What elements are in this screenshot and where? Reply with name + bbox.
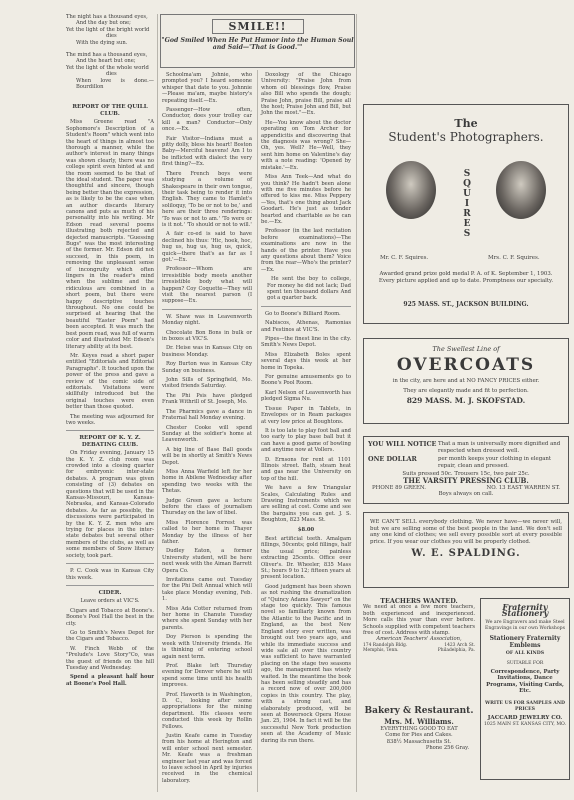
- bakery-line-1: EVERYTHING GOOD TO EAT: [380, 726, 458, 732]
- dentist-price: $8.00: [297, 526, 315, 533]
- column-3-item: It is too late to play foot ball and too early to play base ball but it can have a good game of bowling and anytime now at Vollers.: [261, 427, 351, 454]
- column-3-item: Doxology of the Chicago University: "Praise John from whom oil blessings flow, Praise also Bill who spends the dough; Praise John, praise Bill, praise all the host; Praise John and Bill, but John the most."—Ex.: [261, 72, 351, 117]
- cider-heading: CIDER.: [98, 589, 122, 596]
- column-2-item: The Phi Psis have pledged Frank Withrill of St. Joseph, Mo.: [162, 392, 252, 406]
- column-3-item: Pipes—the finest line in the city. Smith's News Depot.: [261, 336, 351, 349]
- one-dollar-text: per month keeps your clothing in elegant repair, clean and pressed.: [438, 456, 552, 469]
- column-2-item: There French boys were studying a volume of Shakespeare in their own tongue, their task being to render it into English. They came to Hamlet's soliloquy, 'To be or not to be,' and here are their three renderings: 'To was or not to am.' 'To were or is it not.' 'To should or not to will.': [162, 170, 252, 228]
- quill-club-text-3: The meeting was adjourned for two weeks.: [66, 413, 154, 426]
- pressing-company: THE VARSITY PRESSING CLUB.: [403, 475, 529, 485]
- column-2-item: Judge Green gave a lecture before the class of journalism Thursday on the law of libel.: [162, 497, 252, 517]
- column-2-item: Dr. Heise was in Kansas City on business Monday.: [162, 345, 252, 358]
- teachers-address-1: 174 Randolph Bldg. Memphis, Tenn.: [363, 642, 408, 654]
- smile-title: SMILE!!: [212, 19, 304, 34]
- teachers-ad: [363, 598, 475, 653]
- photo-ad-title: The: [454, 117, 478, 130]
- pressing-club-ad: [363, 436, 569, 504]
- poem-line: The night has a thousand eyes,: [66, 14, 148, 20]
- column-3: [261, 72, 351, 747]
- quill-club-heading: REPORT OF THE QUILL CLUB.: [72, 104, 148, 117]
- pressing-phone: PHONE 89 GREEN.: [372, 484, 427, 491]
- column-2: [162, 72, 252, 787]
- column-3-item: For genuine amusements go to Boone's Pool Room.: [261, 374, 351, 387]
- column-3-item: Professor (in the last recitation before examinations)—The examinations are now in the hands of the printer. Have you any questions about them? Voice from the rear—Who's the printer?—Ex.: [261, 228, 351, 273]
- cider-sub: Leave orders at VIC'S.: [80, 598, 140, 605]
- photo-ad-body: Awarded grand prize gold medal P. A. of K. September 1, 1903. Every picture applied and up to date. Promptness our specialty.: [378, 271, 554, 284]
- frat-big: Stationery Fraternity Emblems: [489, 635, 561, 650]
- bakery-title: Bakery & Restaurant.: [364, 706, 474, 716]
- poem-line: dies: [106, 33, 117, 40]
- poem-line: dies: [106, 71, 117, 78]
- poem-line: When love is done.—Bourdillon: [76, 77, 154, 91]
- column-2-item: Fair Visitor—Indians must a pitty dolly, bless his heart! Boston Baby—Merciful heavens! Am I to be inflicted with dialect the very first thing?—Ex.: [162, 135, 252, 168]
- column-2-item: Miss Florence Forrest was called to her home in Thayer Monday by the illness of her father.: [162, 519, 252, 545]
- news-depot-note: Go to Smith's News Depot for the Cigars and Tobacco.: [66, 629, 154, 643]
- column-3-item: Go to Boone's Billiard Room.: [265, 310, 341, 317]
- overcoat-ad: [363, 338, 569, 424]
- column-3-item: Karl Nelson of Leavenworth has pledged Sigma Nu.: [261, 389, 351, 403]
- column-3-item: We have a few Triangular Scales, Calculating Rules and Drawing Instruments which we are selling at cost. Come and see the bargains you can get. J. S. Boughton, 823 Mass. St.: [261, 485, 351, 524]
- column-2-item: Prof. Haworth is in Washington, D. C., looking after some appropriations for the mining department. His classes were conducted this week by Rollin Fellows.: [162, 691, 252, 730]
- debating-club-text: On Friday evening, January 15 the K. Y. Z. club room was crowded into a closing quarter for embryonic inter-state debates. A program was given consisting of (3) debates on questions that will be used in the Kansas-Missouri, Kansas-Nebraska, and Kansas-Colorado debates. As far as possible, the discussions were participated in by the K. Y. Z. men who are trying for places in the inter-state debates but several other members of the clubs, as well as some members of Snow literary society, took part.: [66, 450, 154, 559]
- column-2-item: A fair co-ed is said to have declined his thus: 'Hic, hoek, hoc, hug us, hug us, hug us, quick, quick—there that's as far as I got.'—Ex.: [162, 231, 252, 263]
- debating-club-heading: REPORT OF K. Y. Z. DEBATING CLUB.: [79, 435, 141, 448]
- frat-sub-2: OF ALL KINDS: [505, 651, 545, 657]
- column-2-item: Justin Keafe came in Tuesday from his home at Herington and will enter school next semester. Mr. Keafe was a freshman engineer last year and was forced to leave school in April by injuries received in the chemical laboratory.: [162, 732, 252, 784]
- bakery-line-2: Come for Pies and Cakes.: [385, 732, 453, 739]
- overcoat-intro: The Swellest Line of: [432, 345, 500, 353]
- overcoat-heading: OVERCOATS: [396, 355, 536, 375]
- column-3-item: Miss Ann Teek—And what do you think? He hadn't been alone with me five minutes before he offered to kiss me. Miss Peppery—Yes, that's one thing about Jack Goodart. He's just as tender hearted and charitable as he can be.—Ex.: [261, 174, 351, 225]
- one-dollar-label: ONE DOLLAR: [368, 455, 417, 464]
- column-3-item: Best artificial teeth. Amalgam fillings, 50cents; gold fillings, half the usual price; painless extracting 25cents. Office over Oliver's. Dr. Wheeler, 835 Mass St.; hours 9 to 12; fifteen years at present location.: [261, 536, 351, 581]
- column-2-item: Professor—Whom are irresistible body meets another irresistible body what will happen? Coy Coquette—They will visit the nearest parson (I suppose—Ex.: [162, 266, 252, 305]
- column-2-item: Passenger—How often, Conductor, does your trolley car kill a man? Conductor—Only once.—Ex.: [162, 107, 252, 133]
- frat-list: Correspondence, Party Invitations, Dance Programs, Visiting Cards, Etc.: [486, 668, 564, 695]
- column-2-item: W. Shaw was in Leavenworth Monday night.: [162, 313, 252, 327]
- will-notice-label: YOU WILL NOTICE: [368, 440, 437, 448]
- smile-header-box: [160, 14, 355, 68]
- squires-vertical-text: S Q U I R E S: [463, 169, 471, 239]
- photographer-ad: [363, 104, 569, 324]
- frat-write: WRITE US FOR SAMPLES AND PRICES: [484, 700, 566, 712]
- poem-line: And the heart but one;: [76, 58, 136, 65]
- bakery-ad: [363, 706, 475, 752]
- fraternity-stationery-ad: [480, 598, 570, 780]
- column-divider: [157, 14, 158, 792]
- webb-note: W. Finch Webb of the "Prelude's Love Story"Co, was the guest of friends on the hill Tuesday and Wednesday.: [66, 645, 154, 671]
- column-3-item: Good judgment has been shown as not rushing the dramatization of "Quincy Adams Sawyer" on the stage too quickly. This famous novel so familiarly known from the Atlantic to the Pacific and in England, as the best New England story ever written, was brought out two years ago, and while its immediate success and wide sale all over this country was sufficient to have warranted placing on the stage two seasons ago, the management has wisely waited. In the meantime the book has been selling steadily and has a record now of over 200,000 copies in this country. The play, with a strong cast, and elaborately produced, will be seen at Bowersock Opera House Jan. 25, 1904. In fact it will be the successful New York production seen at the Academy of Music during its run there.: [261, 583, 351, 744]
- pool-hall-note: Spend a pleasant half hour at Boone's Pool Hall.: [66, 674, 154, 687]
- column-divider: [257, 70, 258, 792]
- column-2-item: John Sills of Springfield, Mo. visited friends Saturday.: [162, 377, 252, 390]
- overcoat-line-2: They are elegantly made and fit to perfection.: [403, 387, 529, 394]
- frat-suitable: SUITABLE FOR: [506, 660, 544, 666]
- frat-address: 1025 MAIN ST. KANSAS CITY, MO.: [484, 721, 566, 727]
- will-notice-text: That a man is universally more dignified and respected when dressed well.: [438, 441, 561, 454]
- column-2-item: Roy Burton was in Kansas City Sunday on business.: [162, 361, 252, 374]
- suits-price: Suits pressed 50c. Trousers 15c, two pair 25c.: [402, 471, 530, 478]
- overcoat-address: 829 MASS. M. J. SKOFSTAD.: [406, 396, 526, 406]
- overcoat-line-1: in the city, are here and at NO FANCY PRICES either.: [392, 378, 540, 384]
- column-3-item: He sent the boy to college, For money he did not lack; Dad spent ten thousand dollars And got a quarter back.: [267, 276, 351, 302]
- column-2-item: Miss Anna Warfield left for her home in Abilene Wednesday after spending two weeks with the Thetas.: [162, 468, 252, 495]
- bakery-owner: Mrs. M. Williams.: [384, 717, 454, 726]
- poem-line: The mind has a thousand eyes,: [66, 52, 148, 59]
- spalding-ad: [363, 512, 569, 588]
- column-3-item: He—You know about the doctor operating on Tom Archer for appendicitis and discovering that the diagnosis was wrong? She—Oh, yes. Well? He—Well, they sent him home on Valentine's day with a note reading: 'Opened by mistake.'—Ex.: [261, 119, 351, 171]
- poem: [66, 14, 154, 90]
- column-3-item: D. Ernsons for rent at 1101 Illinois street. Bath, steam heat and gas near the University on top of the hill.: [261, 456, 351, 482]
- poem-line: And the day but one;: [76, 20, 131, 27]
- spalding-name: W. E. SPALDING.: [411, 548, 521, 560]
- column-3-item: Tissue Paper in Tablets, in Envelopes or in Ream packages at very low price at Boughtons.: [261, 405, 351, 425]
- column-2-item: A big line of Base Ball goods will be in shortly at Smith's News Depot.: [162, 446, 252, 466]
- bakery-line-3: 838½ Massachusetts St.: [386, 738, 452, 745]
- caption-mr: Mr. C. F. Squires.: [380, 255, 429, 261]
- portrait-mr-squires: [386, 161, 436, 219]
- cook-note: P. C. Cook was in Kansas City this week.: [66, 568, 154, 581]
- bakery-line-4: Phone 256 Gray.: [425, 745, 469, 752]
- column-2-item: Schoolma'am Johnie, who prompted you? I heard someone whisper that date to you. Johnnie—Please ma'am, maybe history's repeating itself.—Ex.: [162, 72, 252, 104]
- teachers-address-2: 1423 Arch St. Philadelphia, Pa.: [437, 642, 475, 654]
- caption-mrs: Mrs. C. F. Squires.: [488, 255, 540, 261]
- photo-ad-address: 925 MASS. ST., JACKSON BUILDING.: [403, 301, 529, 308]
- column-1: [66, 14, 154, 690]
- column-2-item: Chester Cooke will spend Sunday at the soldier's home at Leavenworth.: [162, 424, 252, 444]
- cigars-note: Cigars and Tobacco at Boone's. Boone's Pool Hall the best in the city.: [66, 607, 154, 627]
- column-divider: [356, 14, 357, 792]
- portrait-mrs-squires: [496, 161, 546, 219]
- column-2-item: Chocolate Bon Bons in bulk or in boxes at VIC'S.: [162, 329, 252, 343]
- photo-ad-title-2: Student's Photographers.: [388, 130, 544, 144]
- frat-sub-1: We are Engravers and make Steel Engravings in our own Workshops: [485, 620, 565, 631]
- poem-line: Yet the light of the whole world: [66, 64, 149, 71]
- poem-line: Yet the light of the bright world: [66, 26, 150, 33]
- column-2-item: Doy Pierson is spending the week with University friends. He is thinking of entering school again next term.: [162, 634, 252, 660]
- column-2-item: Invitations came out Tuesday for the Phi Delt Annual which will take place Monday evening, Feb. 1.: [162, 577, 252, 603]
- teachers-text: We need at once a few more teachers, both experienced and inexperienced. More calls this year than ever before. Schools supplied with competent teachers free of cost. Address with stamp.: [363, 604, 475, 637]
- column-3-item: Miss Elizabeth Boles spent several days this week at her home in Topeka.: [261, 351, 351, 371]
- quill-club-text: Miss Greene read "A Sophomore's Description of a Student's Room" which went into the heart of things in almost too thorough a manner, while the author's interest in many things was shown clearly, there was no college spirit even hinted at and the room seemed to be that of the ideal student. The paper was thoughtful and sincere, though being better than the expression, as is likely to be the case when an author discards literary canons and puts as much of his personality into his writing. Mr Edson read several poems illustrating both rejected and dejected manuscripts. "Guessing Bugs" was the most interesting of the former. Mr. Edson did not succeed, in this poem, in removing the unpleasant sense of incongruity which often lingers in the reader's mind when the sublime and the ridiculous are combined in a short poem, but there were happy descriptive touches throughout. No one could be surprised at hearing that the beautiful "Easter Poem" had been accepted. It was much the best poem read, was full of warm color and illustrated Mr. Edson's literary ability at its best.: [66, 119, 154, 350]
- frat-company: JACCARD JEWELRY CO.: [487, 715, 563, 722]
- teachers-heading: TEACHERS WANTED.: [380, 597, 458, 605]
- pressing-boys: Boys always on call.: [438, 491, 494, 498]
- column-3-item: Nabiscos, Athenas, Ramonias and Festinos at VIC'S.: [261, 320, 351, 333]
- frat-title: Fraternity Stationery: [501, 602, 549, 618]
- column-2-item: Prof. Blake left Thursday evening for Denver where he will spend some time until his health improves.: [162, 662, 252, 689]
- column-2-item: Dudley Eaton, a former University student, will be here next week with the Aiman Barrett Opera Co.: [162, 548, 252, 574]
- teachers-agency: American Teachers' Association,: [376, 636, 462, 643]
- spalding-text: WE CAN'T SELL everybody clothing. We never have—we never will, but we are selling some of the best people in the land. We don't sell any one kind of clothes; we sell every possible sort at every possible price. If you wear our clothes you will be properly clothed.: [370, 519, 562, 545]
- pressing-address: NO. 13 EAST WARREN ST.: [486, 484, 560, 491]
- column-2-item: The Pharmics gave a dance in Fraternal hall Monday evening.: [162, 408, 252, 422]
- smile-subtitle: "God Smiled When He Put Humor into the Human Soul and Said—'That is Good.'": [161, 37, 354, 51]
- quill-club-text-2: Mr. Keyes read a short paper entitled "Editorials and Editorial Paragraphs". It touched upon the power of the press and gave a review of the comic side of editorials. Visitations were skillfully introduced but the original touches were even better than those quoted.: [66, 352, 154, 411]
- poem-line: With the dying sun.: [76, 39, 128, 46]
- column-2-item: Miss Ada Cotter returned from her home in Chanute Tuesday where she spent Sunday with her parents.: [162, 605, 252, 631]
